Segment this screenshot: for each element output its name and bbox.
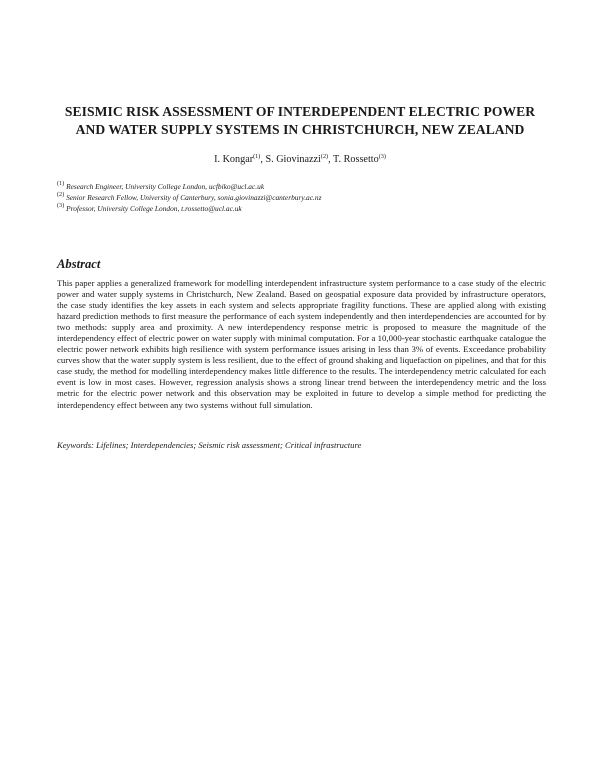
keywords: Keywords: Lifelines; Interdependencies; Seismic risk assessment; Critical infrastructure — [57, 440, 362, 450]
author-separator: , — [328, 154, 334, 165]
author-name: T. Rossetto — [333, 154, 379, 165]
paper-title-line-2: AND WATER SUPPLY SYSTEMS IN CHRISTCHURCH, NEW ZEALAND — [75, 122, 525, 137]
affiliation-list — [57, 181, 557, 214]
affiliation-text: Senior Research Fellow, University of Canterbury, sonia.giovinazzi@canterbury.ac.nz — [66, 193, 322, 202]
author-mark: (1) — [253, 153, 261, 160]
abstract-heading: Abstract — [57, 257, 101, 271]
author-mark: (3) — [378, 153, 386, 160]
affiliation — [57, 203, 557, 214]
affiliation-text: Research Engineer, University College London, ucfbiko@ucl.ac.uk — [66, 182, 265, 191]
affiliation — [57, 181, 557, 192]
author-mark: (2) — [320, 153, 329, 160]
author — [265, 154, 333, 165]
abstract-text: This paper applies a generalized framework for modelling interdependent infrastructure system performance to a case study of the electric power and water supply systems in Christchurch, New Zealand. Based on geospatial exposure data provided by infrastructure operators, the case study identifies the key assets in each system and selects appropriate fragility functions. These are applied along with existing hazard prediction methods to first measure the performance of each system independently and then interdependencies are accounted for by two methods: supply area and proximity. A new interdependency response metric is proposed to measure the magnitude of the interdependency effect of electric power on water supply with minimal computation. For a 10,000-year stochastic earthquake catalogue the electric power network exhibits high resilience with system performance issues arising in less than 3% of events. Exceedance probability curves show that the water supply system is less resilient, due to the effect of ground shaking and liquefaction on pipelines, and that for this case study, the method for modelling interdependency makes little difference to the results. The interdependency metric calculated for each event is low in most cases. However, regression analysis shows a strong linear trend between the interdependency metric and the loss metric for the electric power network and this observation may be exploited in future to develop a simple method for predicting the interdependency effect between any two systems without full simulation. — [57, 278, 546, 410]
affiliation-mark: (3) — [57, 202, 65, 209]
author-list — [40, 153, 560, 167]
affiliation — [57, 192, 557, 203]
author — [214, 154, 265, 165]
affiliation-text: Professor, University College London, t.rossetto@ucl.ac.uk — [66, 204, 242, 213]
author-name: S. Giovinazzi — [265, 154, 321, 165]
paper-title-line-1: SEISMIC RISK ASSESSMENT OF INTERDEPENDENT ELECTRIC POWER — [64, 104, 536, 119]
author-separator: , — [260, 154, 266, 165]
author-name: I. Kongar — [214, 154, 254, 165]
affiliation-mark: (2) — [57, 191, 65, 198]
author — [333, 154, 386, 165]
affiliation-mark: (1) — [57, 180, 65, 187]
paper-title — [40, 103, 560, 139]
